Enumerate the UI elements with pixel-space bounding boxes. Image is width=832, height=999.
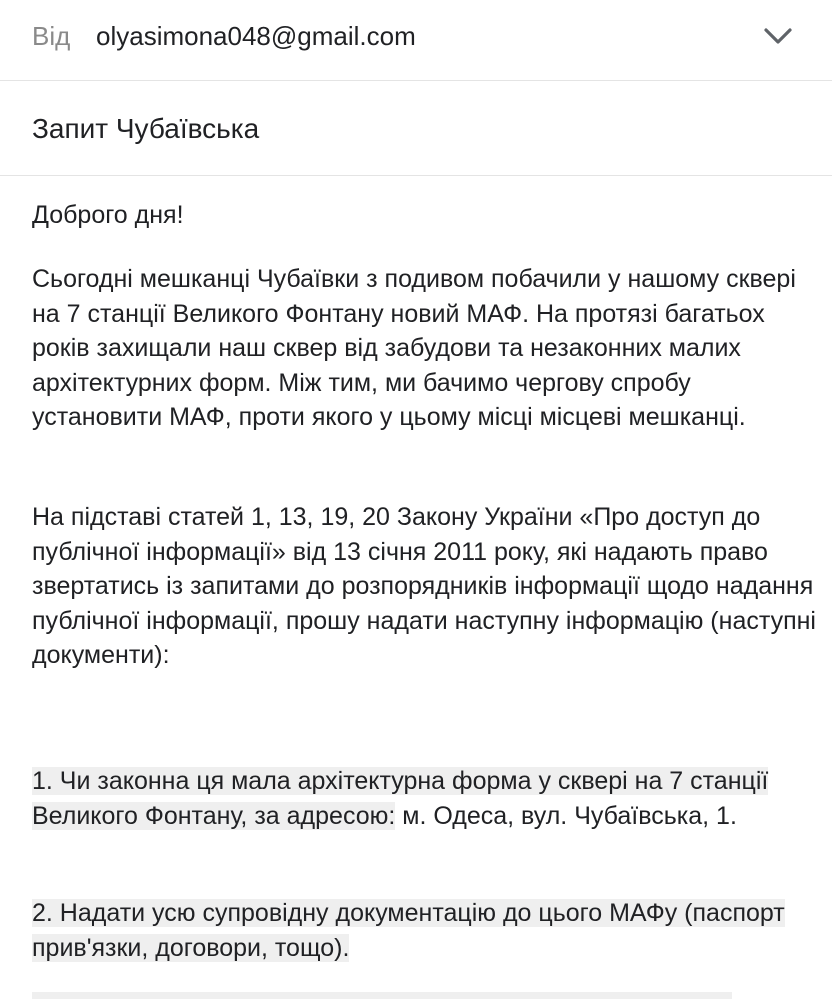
- request-item-2-text: 2. Надати усю супровідну документацію до цього МАФу (паспорт прив'язки, договори, тощо).: [32, 899, 785, 962]
- request-item-1: [32, 764, 822, 833]
- request-item-1-highlighted: 1. Чи законна ця мала архітектурна форма у сквері на 7 станції Великого Фонтану, за адресою:: [32, 767, 769, 830]
- email-subject: Запит Чубаївська: [32, 113, 260, 144]
- from-label: Від: [32, 21, 71, 51]
- chevron-down-icon[interactable]: [762, 22, 794, 50]
- body-greeting: Доброго дня!: [32, 201, 184, 229]
- sender-email[interactable]: olyasimona048@gmail.com: [96, 21, 416, 51]
- body-paragraph-request: На підставі статей 1, 13, 19, 20 Закону України «Про доступ до публічної інформації» від 13 січня 2011 року, які надають право звертатись із запитами до розпорядників інформації щодо надання публічної інформації, прошу надати наступну інформацію (наступні документи):: [32, 503, 816, 669]
- body-paragraph-intro: Сьогодні мешканці Чубаївки з подивом побачили у нашому скверi на 7 станції Великого Фонтану новий МАФ. На протязі багатьох років захищали наш сквер від забудови та незаконних малих архітектурних форм. Між тим, ми бачимо чергову спробу установити МАФ, проти якого у цьому місці місцеві мешканці.: [32, 265, 796, 431]
- request-item-3-cut-off: [32, 992, 822, 999]
- sender-row[interactable]: [0, 0, 832, 81]
- request-item-2: [32, 896, 822, 965]
- request-item-1-address: м. Одеса, вул. Чубаївська, 1.: [395, 801, 737, 830]
- subject-row: [0, 81, 832, 176]
